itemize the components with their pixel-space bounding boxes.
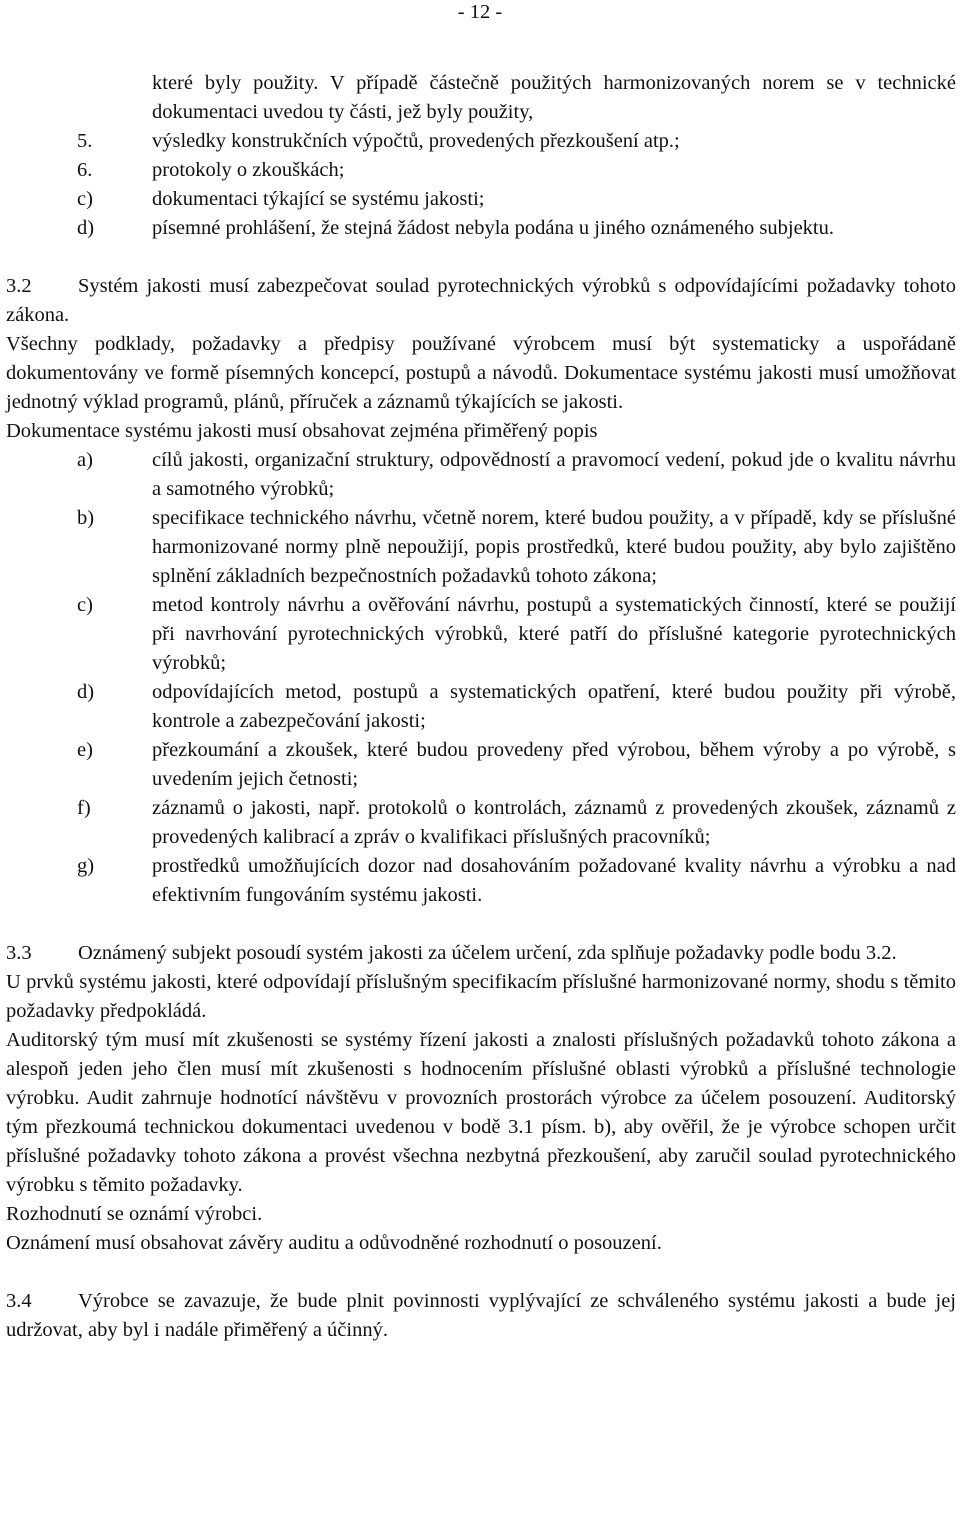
item-label: c)	[77, 188, 93, 210]
letter-item	[6, 852, 956, 910]
paragraph: U prvků systému jakosti, které odpovídají příslušným specifikacím příslušné harmonizované normy, shodu s těmito požadavky předpokládá.	[6, 971, 956, 1022]
item-label: e)	[77, 739, 93, 761]
section-heading-text: Systém jakosti musí zabezpečovat soulad pyrotechnických výrobků s odpovídajícími požadavky tohoto zákona.	[6, 275, 956, 326]
item-label: 5.	[77, 130, 93, 152]
paragraph: Rozhodnutí se oznámí výrobci.	[6, 1203, 263, 1225]
item-label: b)	[77, 507, 95, 529]
item-label: d)	[77, 217, 95, 239]
item-text: dokumentaci týkající se systému jakosti;	[152, 188, 485, 210]
section-3-4-heading	[6, 1287, 956, 1345]
letter-item	[6, 736, 956, 794]
letter-item	[6, 446, 956, 504]
item-text: protokoly o zkouškách;	[152, 159, 345, 181]
letter-item	[6, 185, 956, 214]
item-text: specifikace technického návrhu, včetně norem, které budou použity, a v případě, kdy se příslušné harmonizované normy plně nepoužijí, popis prostředků, které budou použity, aby bylo zajištěno splnění základních bezpečnostních požadavků tohoto zákona;	[152, 507, 956, 587]
item-label: d)	[77, 681, 95, 703]
item-label: c)	[77, 594, 93, 616]
page-number: - 12 -	[457, 1, 503, 23]
section-3-3-heading	[6, 939, 956, 968]
paragraph: Oznámení musí obsahovat závěry auditu a odůvodněné rozhodnutí o posouzení.	[6, 1232, 662, 1254]
item-text: písemné prohlášení, že stejná žádost nebyla podána u jiného oznámeného subjektu.	[152, 217, 834, 239]
item-text: záznamů o jakosti, např. protokolů o kontrolách, záznamů z provedených zkoušek, záznamů z provedených kalibrací a zpráv o kvalifikaci příslušných pracovníků;	[152, 797, 956, 848]
document-body	[6, 69, 956, 1345]
item-text: přezkoumání a zkoušek, které budou provedeny před výrobou, během výroby a po výrobě, s uvedením jejich četnosti;	[152, 739, 956, 790]
numbered-item	[6, 127, 956, 156]
item-label: g)	[77, 855, 95, 877]
letter-item	[6, 794, 956, 852]
section-3-2-heading	[6, 272, 956, 330]
section-number: 3.3	[6, 942, 32, 964]
item-label: f)	[77, 797, 91, 819]
letter-item	[6, 678, 956, 736]
item-label: 6.	[77, 159, 93, 181]
paragraph: Auditorský tým musí mít zkušenosti se systémy řízení jakosti a znalosti příslušných požadavků tohoto zákona a alespoň jeden jeho člen musí mít zkušenosti s hodnocením příslušné oblasti výrobků a příslušné technologie výrobku. Audit zahrnuje hodnotící návštěvu v provozních prostorách výrobce za účelem posouzení. Auditorský tým přezkoumá technickou dokumentaci uvedenou v bodě 3.1 písm. b), aby ověřil, že je výrobce schopen určit příslušné požadavky tohoto zákona a provést všechna nezbytná přezkoušení, aby zaručil soulad pyrotechnického výrobku s těmito požadavky.	[6, 1029, 956, 1196]
numbered-item	[6, 156, 956, 185]
letter-item	[6, 504, 956, 591]
letter-item	[6, 214, 956, 243]
item-text: prostředků umožňujících dozor nad dosahováním požadované kvality návrhu a výrobku a nad efektivním fungováním systému jakosti.	[152, 855, 956, 906]
item-label: a)	[77, 449, 93, 471]
item-text: výsledky konstrukčních výpočtů, provedených přezkoušení atp.;	[152, 130, 680, 152]
paragraph: Všechny podklady, požadavky a předpisy používané výrobcem musí být systematicky a uspořádaně dokumentovány ve formě písemných koncepcí, postupů a návodů. Dokumentace systému jakosti musí umožňovat jednotný výklad programů, plánů, příruček a záznamů týkajících se jakosti.	[6, 333, 956, 413]
section-heading-text: Oznámený subjekt posoudí systém jakosti za účelem určení, zda splňuje požadavky podle bodu 3.2.	[78, 942, 897, 964]
letter-item	[6, 591, 956, 678]
item-text: cílů jakosti, organizační struktury, odpovědností a pravomocí vedení, pokud jde o kvalitu návrhu a samotného výrobků;	[152, 449, 956, 500]
item-text: metod kontroly návrhu a ověřování návrhu, postupů a systematických činností, které se použijí při navrhování pyrotechnických výrobků, které patří do příslušné kategorie pyrotechnických výrobků;	[152, 594, 956, 674]
section-heading-text: Výrobce se zavazuje, že bude plnit povinnosti vyplývající ze schváleného systému jakosti a bude jej udržovat, aby byl i nadále přiměřený a účinný.	[6, 1290, 956, 1341]
continuation-paragraph: které byly použity. V případě částečně použitých harmonizovaných norem se v technické dokumentaci uvedou ty části, jež byly použity,	[152, 72, 956, 123]
section-number: 3.4	[6, 1290, 32, 1312]
section-number: 3.2	[6, 275, 32, 297]
paragraph: Dokumentace systému jakosti musí obsahovat zejména přiměřený popis	[6, 420, 598, 442]
item-text: odpovídajících metod, postupů a systematických opatření, které budou použity při výrobě, kontrole a zabezpečování jakosti;	[152, 681, 956, 732]
